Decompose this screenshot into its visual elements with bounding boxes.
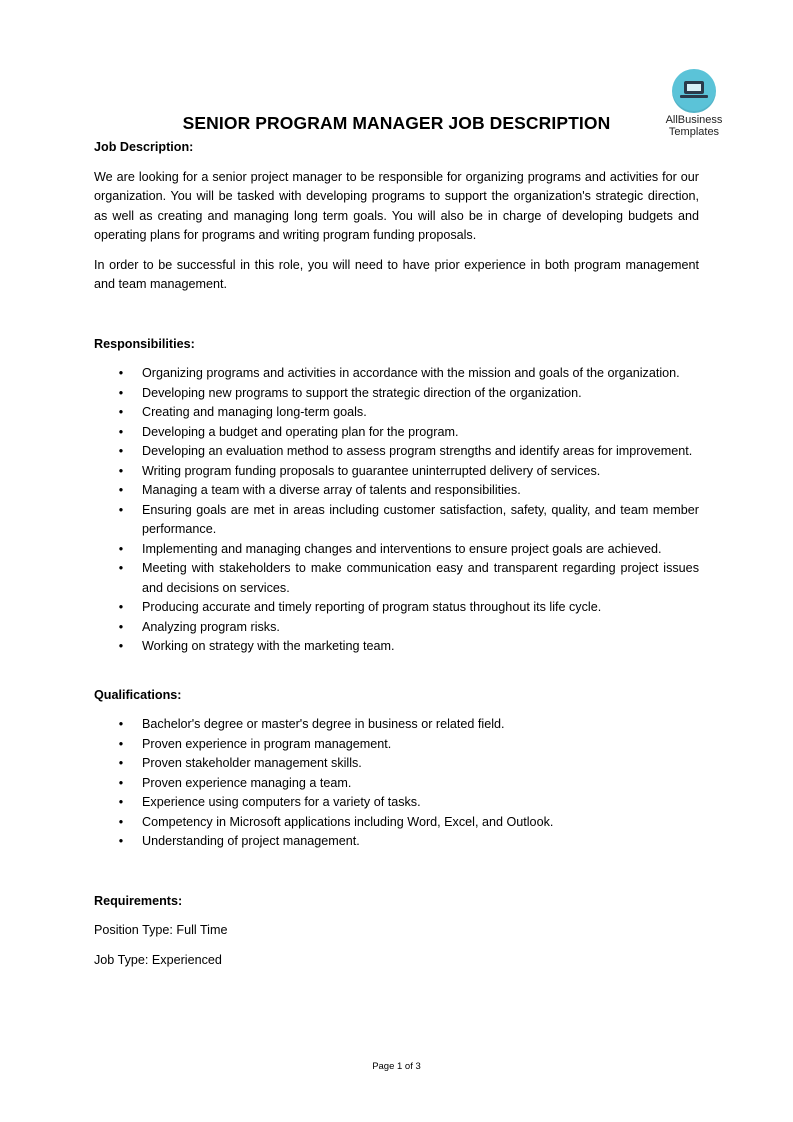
page-number: Page 1 of 3: [372, 1061, 421, 1072]
job-description-paragraph-2: In order to be successful in this role, you will need to have prior experience in both program management and team management.: [94, 257, 699, 291]
responsibilities-heading: Responsibilities:: [94, 336, 195, 351]
laptop-icon: [672, 69, 716, 113]
list-item: • Experience using computers for a variety of tasks.: [94, 793, 699, 813]
job-description-heading: Job Description:: [94, 140, 194, 154]
bullet: •: [118, 600, 124, 614]
list-item: • Organizing programs and activities in accordance with the mission and goals of the organization.: [94, 364, 699, 384]
list-item: • Producing accurate and timely reporting of program status throughout its life cycle.: [94, 598, 699, 618]
responsibilities-list: [94, 364, 699, 657]
list-item: • Proven experience managing a team.: [94, 774, 699, 794]
bullet: •: [118, 795, 124, 809]
list-item: • Working on strategy with the marketing team.: [94, 637, 699, 657]
bullet: •: [118, 405, 124, 419]
bullet: •: [118, 385, 124, 400]
list-item: • Analyzing program risks.: [94, 618, 699, 638]
list-item: • Proven stakeholder management skills.: [94, 754, 699, 774]
requirements-heading: Requirements:: [94, 893, 183, 908]
bullet: •: [118, 619, 124, 634]
bullet: •: [118, 639, 124, 653]
bullet: •: [118, 834, 124, 848]
list-item: • Creating and managing long-term goals.: [94, 403, 699, 423]
bullet: •: [118, 561, 124, 575]
list-item: • Developing an evaluation method to assess program strengths and identify areas for improvement.: [94, 442, 699, 462]
list-item: • Developing new programs to support the strategic direction of the organization.: [94, 384, 699, 404]
list-item: • Writing program funding proposals to guarantee uninterrupted delivery of services.: [94, 462, 699, 482]
page-title: SENIOR PROGRAM MANAGER JOB DESCRIPTION: [182, 113, 611, 133]
qualifications-list: [94, 715, 699, 852]
bullet: •: [118, 502, 124, 517]
list-item: • Ensuring goals are met in areas including customer satisfaction, safety, quality, and team member performance.: [94, 501, 699, 540]
qualifications-heading: Qualifications:: [94, 687, 182, 702]
bullet: •: [118, 424, 124, 439]
list-item: • Meeting with stakeholders to make communication easy and transparent regarding project issues and decisions on services.: [94, 559, 699, 598]
bullet: •: [118, 463, 124, 478]
bullet: •: [118, 736, 124, 751]
bullet: •: [118, 366, 124, 380]
job-description-paragraph-1: We are looking for a senior project manager to be responsible for organizing programs and activities for our organization. You will be tasked with developing programs to support the organization's strategic direction, as well as creating and managing long term goals. You will also be in charge of developing budgets and operating plans for programs and writing program funding proposals.: [94, 169, 699, 242]
logo-line-1: AllBusiness: [665, 114, 723, 126]
list-item: • Proven experience in program management.: [94, 735, 699, 755]
logo-line-2: Templates: [668, 126, 720, 138]
list-item: • Understanding of project management.: [94, 832, 699, 852]
list-item: • Developing a budget and operating plan for the program.: [94, 423, 699, 443]
list-item: • Bachelor's degree or master's degree in business or related field.: [94, 715, 699, 735]
bullet: •: [118, 814, 124, 829]
job-type: Job Type: Experienced: [94, 952, 222, 967]
position-type: Position Type: Full Time: [94, 923, 228, 937]
list-item: • Implementing and managing changes and interventions to ensure project goals are achieved.: [94, 540, 699, 560]
bullet: •: [118, 444, 124, 458]
list-item: • Managing a team with a diverse array of talents and responsibilities.: [94, 481, 699, 501]
bullet: •: [118, 775, 124, 790]
bullet: •: [118, 541, 124, 556]
list-item: • Competency in Microsoft applications including Word, Excel, and Outlook.: [94, 813, 699, 833]
bullet: •: [118, 756, 124, 770]
bullet: •: [118, 483, 124, 497]
bullet: •: [118, 717, 124, 731]
document-body: [94, 138, 699, 970]
